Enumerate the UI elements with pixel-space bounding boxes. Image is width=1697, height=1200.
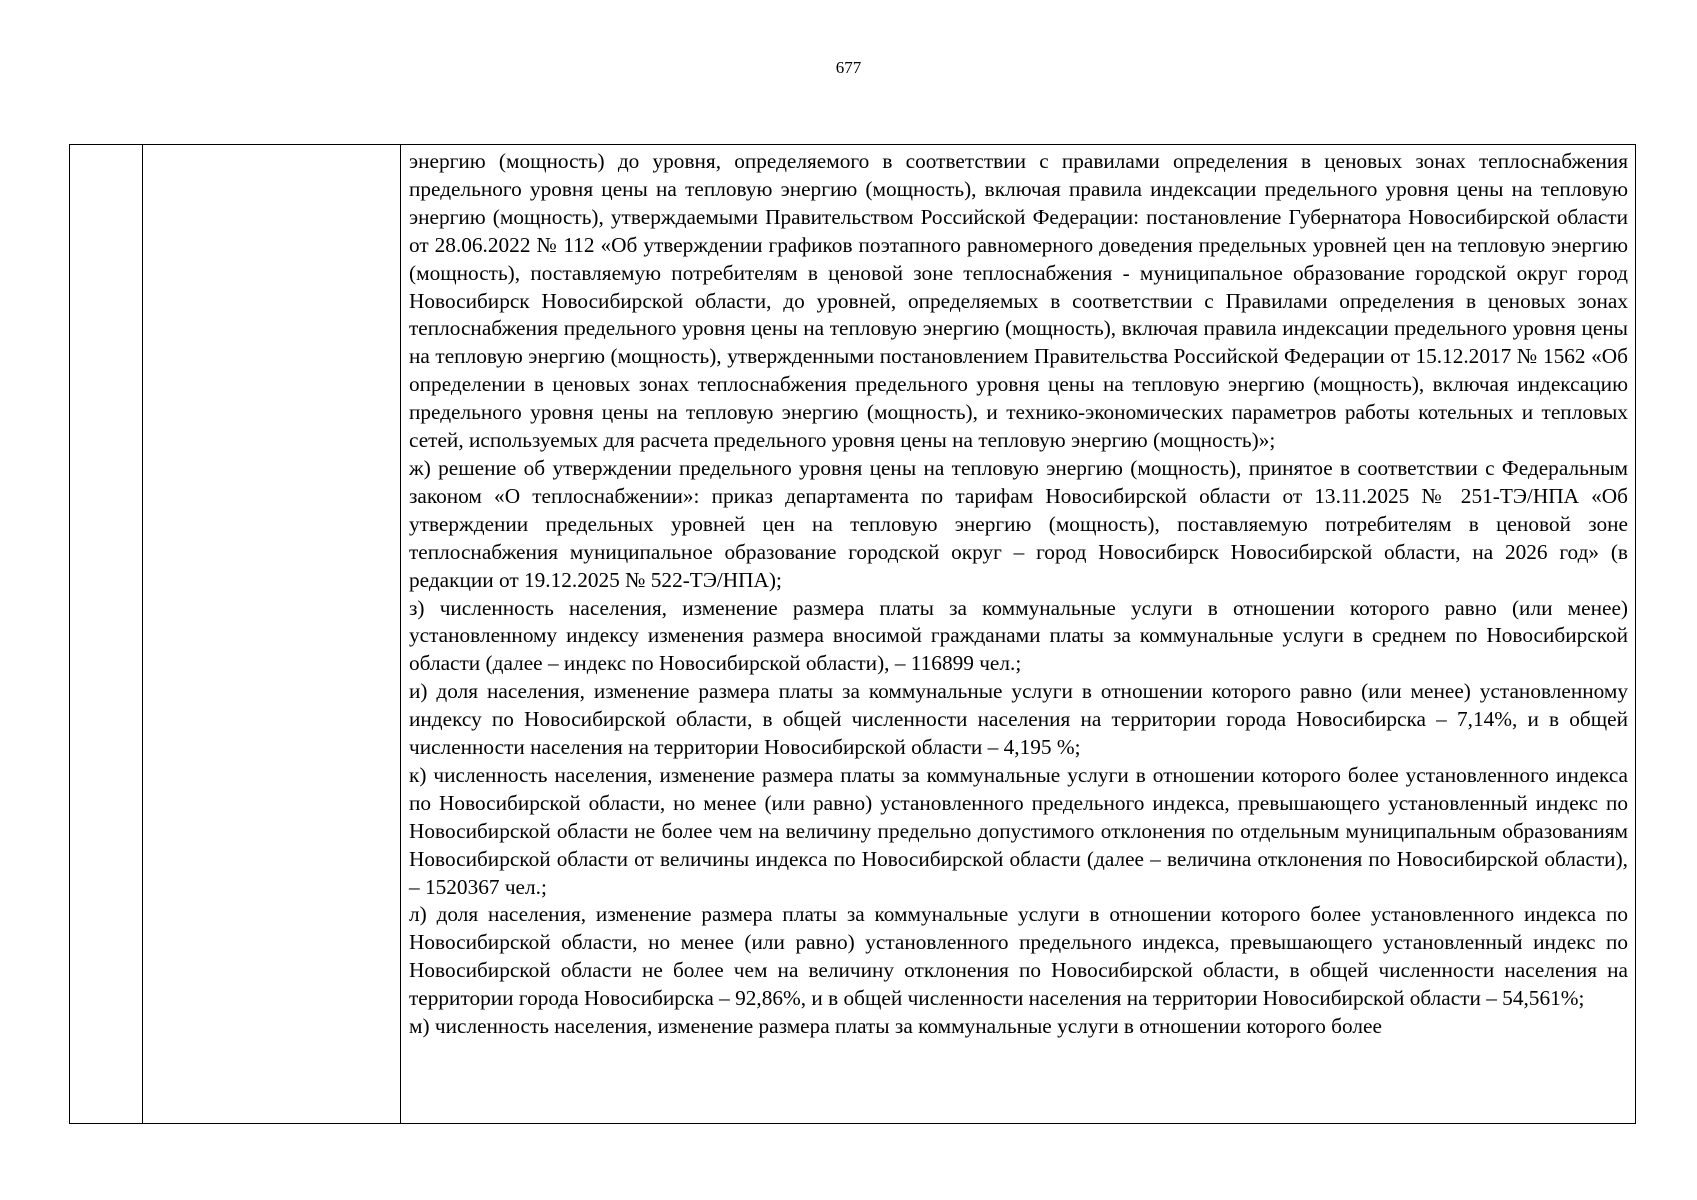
paragraph: к) численность населения, изменение размера платы за коммунальные услуги в отношении которого более установленного индекса по Новосибирской области, но менее (или равно) установленного предельного индекса, превышающего установленный индекс по Новосибирской области не более чем на величину предельно допустимого отклонения по отдельным муниципальным образованиям Новосибирской области от величины индекса по Новосибирской области (далее – величина отклонения по Новосибирской области), – 1520367 чел.; bbox=[409, 762, 1628, 899]
table-cell-name bbox=[143, 145, 401, 1124]
paragraph: и) доля населения, изменение размера платы за коммунальные услуги в отношении которого равно (или менее) установленному индексу по Новосибирской области, в общей численности населения на территории города Новосибирска – 7,14%, и в общей численности населения на территории Новосибирской области – 4,195 %; bbox=[409, 679, 1628, 760]
table-cell-number bbox=[70, 145, 143, 1124]
table-row bbox=[70, 145, 1636, 1124]
paragraph: л) доля населения, изменение размера платы за коммунальные услуги в отношении которого более установленного индекса по Новосибирской области, но менее (или равно) установленного предельного индекса, превышающего установленный индекс по Новосибирской области не более чем на величину отклонения по Новосибирской области, в общей численности населения на территории города Новосибирска – 92,86%, и в общей численности населения на территории Новосибирской области – 54,561%; bbox=[409, 902, 1628, 1011]
table-cell-content bbox=[401, 145, 1636, 1124]
paragraph: з) численность населения, изменение размера платы за коммунальные услуги в отношении которого равно (или менее) установленному индексу изменения размера вносимой гражданами платы за коммунальные услуги в среднем по Новосибирской области (далее – индекс по Новосибирской области), – 116899 чел.; bbox=[409, 595, 1628, 676]
paragraph: энергию (мощность) до уровня, определяемого в соответствии с правилами определения в ценовых зонах теплоснабжения предельного уровня цены на тепловую энергию (мощность), включая правила индексации предельного уровня цены на тепловую энергию (мощность), утверждаемыми Правительством Российской Федерации: постановление Губернатора Новосибирской области от 28.06.2022 № 112 «Об утверждении графиков поэтапного равномерного доведения предельных уровней цен на тепловую энергию (мощность), поставляемую потребителям в ценовой зоне теплоснабжения - муниципальное образование городской округ город Новосибирск Новосибирской области, до уровней, определяемых в соответствии с Правилами определения в ценовых зонах теплоснабжения предельного уровня цены на тепловую энергию (мощность), включая правила индексации предельного уровня цены на тепловую энергию (мощность), утвержденными постановлением Правительства Российской Федерации от 15.12.2017 № 1562 «Об определении в ценовых зонах теплоснабжения предельного уровня цены на тепловую энергию (мощность), включая индексацию предельного уровня цены на тепловую энергию (мощность), и технико-экономических параметров работы котельных и тепловых сетей, используемых для расчета предельного уровня цены на тепловую энергию (мощность)»; bbox=[409, 149, 1628, 453]
paragraph: м) численность населения, изменение размера платы за коммунальные услуги в отношении которого более bbox=[409, 1014, 1382, 1039]
document-table bbox=[69, 144, 1636, 1124]
page-number: 677 bbox=[835, 58, 862, 77]
paragraph: ж) решение об утверждении предельного уровня цены на тепловую энергию (мощность), принятое в соответствии с Федеральным законом «О теплоснабжении»: приказ департамента по тарифам Новосибирской области от 13.11.2025 № 251-ТЭ/НПА «Об утверждении предельных уровней цен на тепловую энергию (мощность), поставляемую потребителям в ценовой зоне теплоснабжения муниципальное образование городской округ – город Новосибирск Новосибирской области, на 2026 год» (в редакции от 19.12.2025 № 522-ТЭ/НПА); bbox=[409, 455, 1628, 592]
